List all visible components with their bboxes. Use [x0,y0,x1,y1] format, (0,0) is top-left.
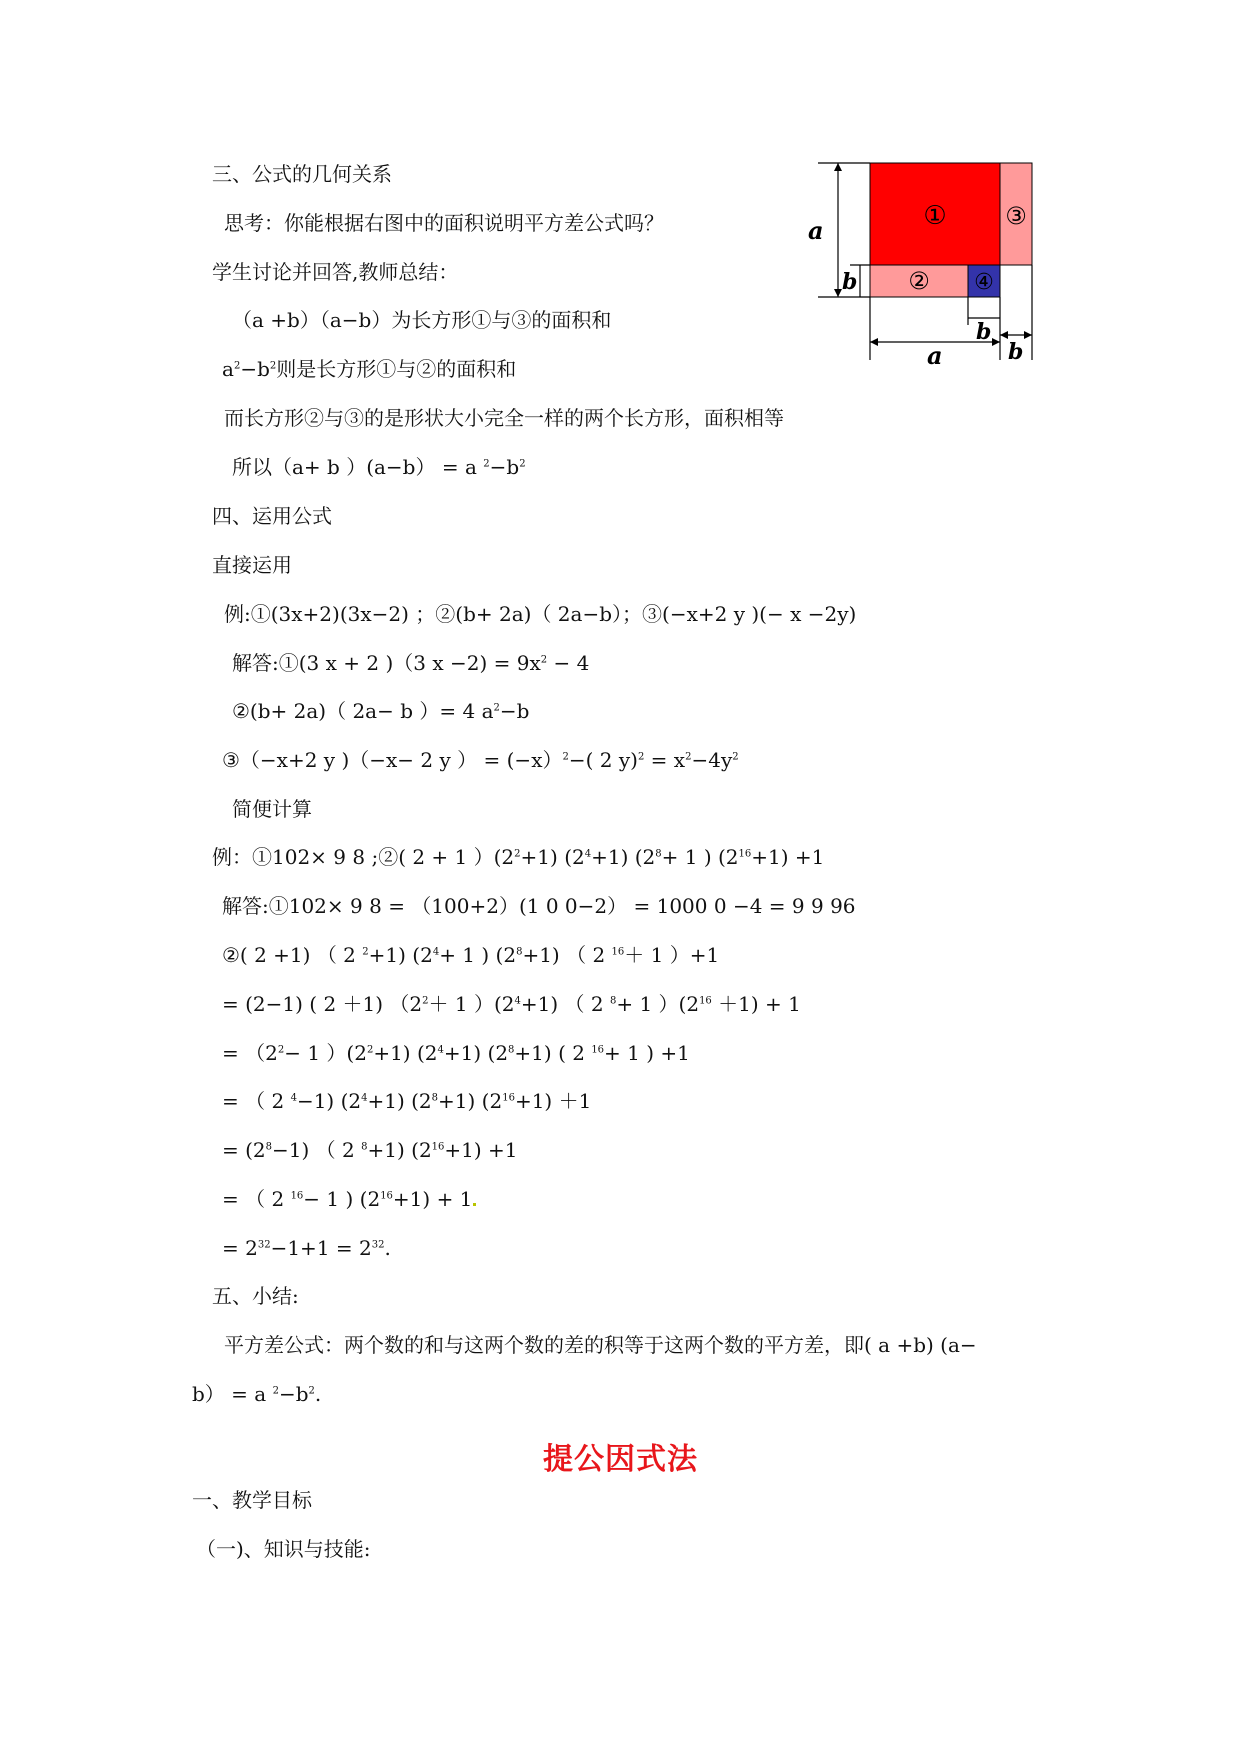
text-run: +1) ＋1 [514,1089,592,1113]
text-run: ②(b+ 2a)（ 2a− b ）= 4 a [232,699,494,723]
label-a-bottom: a [927,341,943,365]
summary-line: 平方差公式：两个数的和与这两个数的差的积等于这两个数的平方差，即( a +b) (a− [224,1333,977,1357]
text-run: +1) （ 2 [520,992,610,1016]
section-heading: 三、公式的几何关系 [212,162,392,186]
text-run: 则是长方形①与②的面积和 [276,357,517,381]
exponent: 8 [609,995,617,1007]
exponent: 2 [540,654,548,666]
solution-step [222,1136,518,1164]
text-run: −b [499,699,530,723]
exponent: 8 [655,848,662,860]
text-run: ＋ 1 ）+1 [624,943,720,967]
text-run: +1) ( 2 [514,1041,592,1065]
answer-line [232,649,589,677]
exponent: 4 [290,1092,297,1104]
label-b-left: b [842,269,858,295]
exponent: 32 [371,1239,385,1251]
text-run: ③（−x+2 y )（−x− 2 y ） = (−x） [222,748,563,772]
exponent: 2 [562,751,569,763]
exponent: 2 [362,946,369,958]
text-run: . [314,1382,322,1406]
exponent: 16 [591,1044,605,1056]
exponent: 2 [732,751,739,763]
exponent: 8 [265,1141,273,1153]
text-run: −b [489,455,520,479]
solution-step [222,1039,690,1067]
solution-step [222,1087,591,1115]
discussion-line: 学生讨论并回答,教师总结： [212,260,459,284]
exponent: 2 [685,751,692,763]
solution-step [222,1185,477,1213]
text-run: +1) (2 [443,1041,509,1065]
text-run: = （2 [222,1041,278,1065]
text-run: +1) (2 [367,1089,432,1113]
exponent: 4 [437,1044,444,1056]
exponent: 16 [611,946,625,958]
formula-line [222,355,516,383]
label-b-inner: b [976,319,992,345]
exponent: 2 [483,458,490,470]
text-run: = (2−1) ( 2 ＋1) （2 [222,992,423,1016]
text-run: −1) (2 [296,1089,362,1113]
section-heading: 四、运用公式 [212,504,332,528]
solution-line: 解答:①102× 9 8 = （100+2）(1 0 0−2） = 1000 0 −4 = 9 9 96 [222,894,856,918]
text-run: + 1 ) (2 [661,845,739,869]
exponent: 4 [361,1092,368,1104]
exponent: 2 [514,848,521,860]
formula-line [232,453,526,481]
section-heading: 五、小结: [212,1284,299,1308]
text-run: +1) (2 [520,845,585,869]
exponent: 2 [366,1044,374,1056]
exponent: 16 [738,848,752,860]
text-run: − 1 ) (2 [303,1187,381,1211]
exponent: 2 [493,702,500,714]
exponent: 2 [637,751,645,763]
text-run: −4y [691,748,733,772]
subheading: 简便计算 [232,797,312,821]
exponent: 16 [502,1092,515,1104]
text-run: = (2 [222,1138,266,1162]
text-run: +1) (2 [368,943,433,967]
text-line: 而长方形②与③的是形状大小完全一样的两个长方形，面积相等 [224,406,784,430]
text-run: b） = a [192,1382,273,1406]
region-2-label: ② [908,267,930,295]
exponent: 8 [361,1141,368,1153]
exponent: 4 [432,946,440,958]
region-1-label: ① [923,201,947,231]
section-heading: 一、教学目标 [192,1488,312,1512]
text-run: − 1 ）(2 [284,1041,367,1065]
solution-line [222,941,719,969]
label-a-left: a [808,216,824,245]
text-run: +1) (2 [367,1138,432,1162]
text-run: −b [240,357,270,381]
exponent: 2 [233,360,241,372]
solution-step [222,990,801,1018]
answer-line [232,697,529,725]
text-run: +1) (2 [438,1089,503,1113]
text-run: + 1 ) (2 [439,943,517,967]
text-run: −b [278,1382,309,1406]
exponent: 2 [272,1385,279,1397]
solution-step [222,1234,391,1262]
text-run: 例：①102× 9 8 ;②( 2 + 1 ）(2 [212,845,515,869]
text-run: −1+1 = 2 [270,1236,372,1260]
text-run: +1) （ 2 [522,943,612,967]
exponent: 16 [380,1190,393,1202]
exponent: 8 [508,1044,515,1056]
label-b-right: b [1008,339,1024,365]
text-run: = x [644,748,686,772]
summary-line [192,1380,321,1408]
region-4-label: ④ [974,270,994,295]
exponent: 8 [516,946,523,958]
formula-line: （a +b）（a−b）为长方形①与③的面积和 [232,308,612,332]
text-run: . [384,1236,391,1260]
text-run: = （ 2 [222,1187,291,1211]
exponent: 16 [699,995,712,1007]
example-line: 例:①(3x+2)(3x−2) ；②(b+ 2a)（ 2a−b）；③(−x+2 y )(− x −2y) [224,602,857,626]
think-question: 思考：你能根据右图中的面积说明平方差公式吗？ [224,211,664,235]
page-title: 提公因式法 [543,1442,698,1477]
example-line [212,843,824,871]
exponent: 2 [422,995,429,1007]
text-run: a [222,357,234,381]
text-run: = 2 [222,1236,258,1260]
subheading: （一)、知识与技能: [196,1537,371,1561]
text-run: −1) （ 2 [272,1138,362,1162]
exponent: 8 [431,1092,439,1104]
text-run: +1) + 1 [392,1187,473,1211]
text-run: +1) (2 [373,1041,438,1065]
exponent: 2 [269,360,277,372]
answer-line [222,746,739,774]
exponent: 32 [257,1239,271,1251]
text-run: +1) (2 [591,845,656,869]
text-run: + 1 ）(2 [616,992,700,1016]
exponent: 2 [277,1044,285,1056]
exponent: 2 [519,458,526,470]
text-run: +1) +1 [444,1138,518,1162]
text-run: ＋ 1 ）(2 [428,992,515,1016]
region-3-label: ③ [1005,202,1027,230]
exponent: 4 [584,848,592,860]
exponent: 4 [514,995,521,1007]
area-diagram [790,155,1040,365]
text-run: − 4 [547,651,590,675]
text-run: 解答:①(3 x + 2 )（3 x −2) = 9x [232,651,541,675]
text-run: 所以（a+ b ）(a−b） = a [232,455,484,479]
text-run: ＋1) + 1 [711,992,801,1016]
exponent: 16 [431,1141,445,1153]
text-run: = （ 2 [222,1089,291,1113]
text-run: −( 2 y) [568,748,638,772]
text-run: ②( 2 +1) （ 2 [222,943,363,967]
text-run: + 1 ) +1 [604,1041,690,1065]
exponent: 2 [308,1385,315,1397]
exponent: 16 [290,1190,304,1202]
text-run: +1) +1 [751,845,825,869]
subheading: 直接运用 [212,553,292,577]
